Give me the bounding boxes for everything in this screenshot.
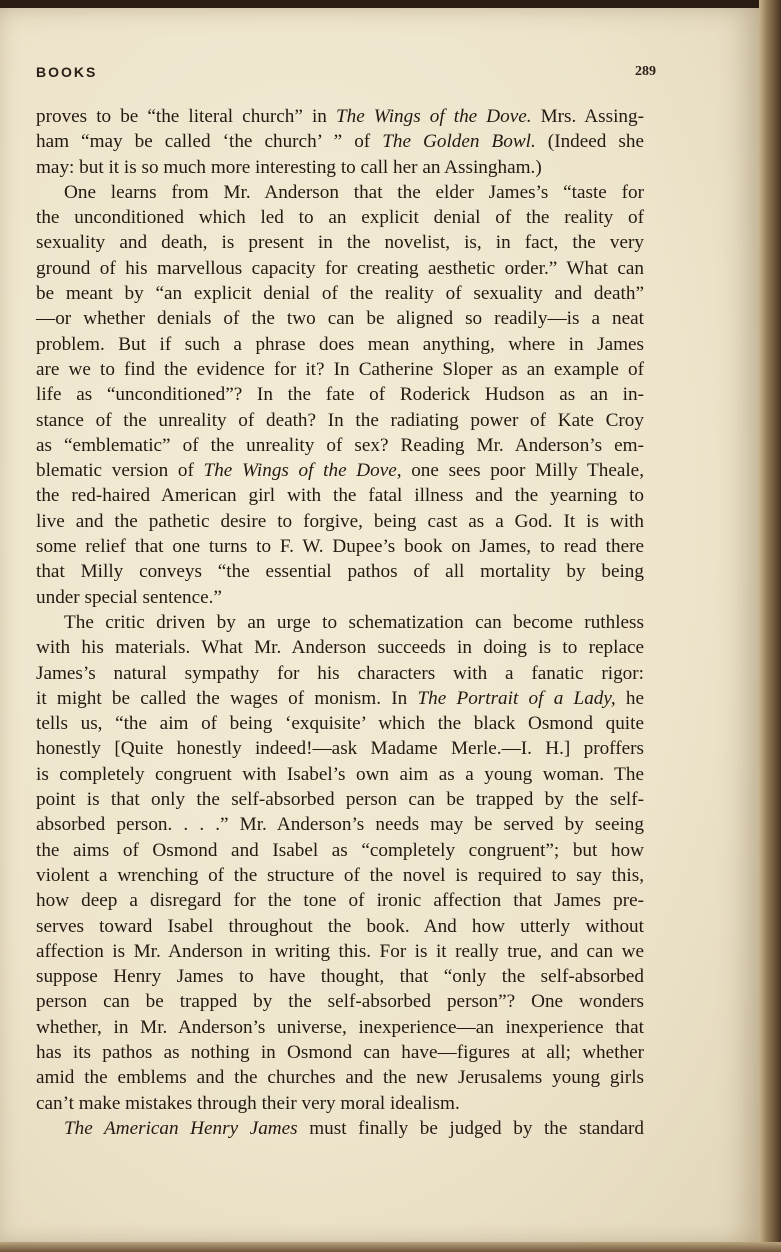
text-line — [36, 230, 644, 255]
text-run: can’t make mistakes through their very moral idealism. — [36, 1092, 460, 1114]
text-run: that Milly conveys “the essential pathos of all mortality by being — [36, 561, 644, 583]
text-run: (Indeed she — [535, 131, 645, 153]
text-line — [36, 610, 644, 635]
book-edge-right — [759, 0, 781, 1252]
text-line — [36, 812, 644, 837]
text-run: Mrs. Assing- — [531, 106, 645, 127]
text-run: the unconditioned which led to an explicit denial of the reality of — [36, 207, 644, 229]
text-line — [36, 433, 644, 458]
italic-title: The Wings of the Dove, — [203, 460, 402, 482]
text-run: has its pathos as nothing in Osmond can have—figures at all; whether — [36, 1041, 644, 1063]
text-run: proves to be “the literal church” in — [36, 106, 336, 127]
text-run: it might be called the wages of monism. In — [36, 687, 418, 709]
text-run: blematic version of — [36, 460, 204, 482]
text-line — [36, 989, 644, 1014]
italic-title: The Portrait of a Lady, — [417, 687, 616, 709]
book-page — [0, 8, 762, 1252]
text-line — [36, 382, 644, 407]
text-line — [36, 408, 644, 433]
text-line — [36, 256, 644, 281]
text-line — [36, 1015, 644, 1040]
text-run: one sees poor Milly Theale, — [401, 460, 644, 482]
text-run: is completely congruent with Isabel’s own aim as a young woman. The — [36, 763, 644, 785]
text-line — [36, 838, 644, 863]
text-line — [36, 964, 644, 989]
text-run: The critic driven by an urge to schematization can become ruthless — [64, 611, 644, 633]
text-line — [36, 559, 644, 584]
text-run: serves toward Isabel throughout the book. And how utterly without — [36, 915, 644, 937]
text-line — [36, 1091, 644, 1116]
text-run: violent a wrenching of the structure of the novel is required to say this, — [36, 864, 644, 886]
text-line — [36, 180, 644, 205]
text-run: be meant by “an explicit denial of the reality of sexuality and death” — [36, 283, 644, 305]
text-line — [36, 205, 644, 230]
text-run: as “emblematic” of the unreality of sex? Reading Mr. Anderson’s em- — [36, 434, 644, 456]
italic-title: The Wings of the Dove. — [335, 106, 532, 127]
page-number: 289 — [635, 64, 656, 79]
body-text — [36, 104, 644, 1141]
text-run: he — [615, 687, 644, 709]
text-run: problem. But if such a phrase does mean anything, where in James — [36, 333, 644, 355]
text-run: life as “unconditioned”? In the fate of Roderick Hudson as an in- — [36, 384, 644, 406]
text-line — [36, 787, 644, 812]
text-run: whether, in Mr. Anderson’s universe, inexperience—an inexperience that — [36, 1016, 644, 1038]
text-line — [36, 661, 644, 686]
text-run: ham “may be called ‘the church’ ” of — [36, 131, 383, 153]
text-line — [36, 863, 644, 888]
text-run: live and the pathetic desire to forgive, being cast as a God. It is with — [36, 510, 644, 532]
text-run: One learns from Mr. Anderson that the elder James’s “taste for — [64, 181, 644, 203]
text-line — [36, 509, 644, 534]
text-line — [36, 534, 644, 559]
text-line — [36, 155, 644, 180]
text-line — [36, 914, 644, 939]
text-line — [36, 483, 644, 508]
text-line — [36, 129, 644, 154]
text-run: affection is Mr. Anderson in writing this. For is it really true, and can we — [36, 940, 644, 962]
text-line — [36, 1065, 644, 1090]
text-line — [36, 104, 644, 129]
text-run: person can be trapped by the self-absorbed person”? One wonders — [36, 991, 644, 1013]
text-run: sexuality and death, is present in the novelist, is, in fact, the very — [36, 232, 644, 254]
text-run: with his materials. What Mr. Anderson succeeds in doing is to replace — [36, 637, 644, 659]
text-run: stance of the unreality of death? In the radiating power of Kate Croy — [36, 409, 644, 431]
text-line — [36, 736, 644, 761]
text-line — [36, 762, 644, 787]
text-line — [36, 1116, 644, 1141]
text-line — [36, 635, 644, 660]
text-run: suppose Henry James to have thought, that “only the self-absorbed — [36, 966, 644, 988]
text-line — [36, 888, 644, 913]
text-run: absorbed person. . . .” Mr. Anderson’s needs may be served by seeing — [36, 814, 644, 836]
italic-title: The Golden Bowl. — [382, 131, 536, 153]
text-run: how deep a disregard for the tone of ironic affection that James pre- — [36, 890, 644, 912]
text-run: are we to find the evidence for it? In Catherine Sloper as an example of — [36, 358, 644, 380]
italic-title: The American Henry James — [64, 1117, 298, 1139]
text-run: under special sentence.” — [36, 586, 222, 608]
text-line — [36, 332, 644, 357]
book-edge-bottom — [0, 1242, 781, 1252]
text-run: the red-haired American girl with the fatal illness and the yearning to — [36, 485, 644, 507]
text-run: must finally be judged by the standard — [297, 1117, 644, 1139]
text-line — [36, 939, 644, 964]
text-line — [36, 686, 644, 711]
text-line — [36, 711, 644, 736]
text-run: —or whether denials of the two can be aligned so readily—is a neat — [36, 308, 644, 330]
text-run: the aims of Osmond and Isabel as “completely congruent”; but how — [36, 839, 644, 861]
text-line — [36, 585, 644, 610]
text-run: James’s natural sympathy for his characters with a fanatic rigor: — [36, 662, 644, 684]
text-line — [36, 281, 644, 306]
text-run: amid the emblems and the churches and the new Jerusalems young girls — [36, 1067, 644, 1089]
text-run: tells us, “the aim of being ‘exquisite’ which the black Osmond quite — [36, 713, 644, 735]
text-run: point is that only the self-absorbed person can be trapped by the self- — [36, 789, 644, 811]
text-line — [36, 1040, 644, 1065]
text-line — [36, 306, 644, 331]
page-header — [36, 64, 656, 88]
text-run: ground of his marvellous capacity for creating aesthetic order.” What can — [36, 257, 644, 279]
text-line — [36, 458, 644, 483]
running-head: BOOKS — [36, 64, 98, 80]
text-run: may: but it is so much more interesting to call her an Assingham.) — [36, 156, 542, 178]
text-run: honestly [Quite honestly indeed!—ask Madame Merle.—I. H.] proffers — [36, 738, 644, 760]
text-run: some relief that one turns to F. W. Dupee’s book on James, to read there — [36, 536, 644, 558]
text-line — [36, 357, 644, 382]
